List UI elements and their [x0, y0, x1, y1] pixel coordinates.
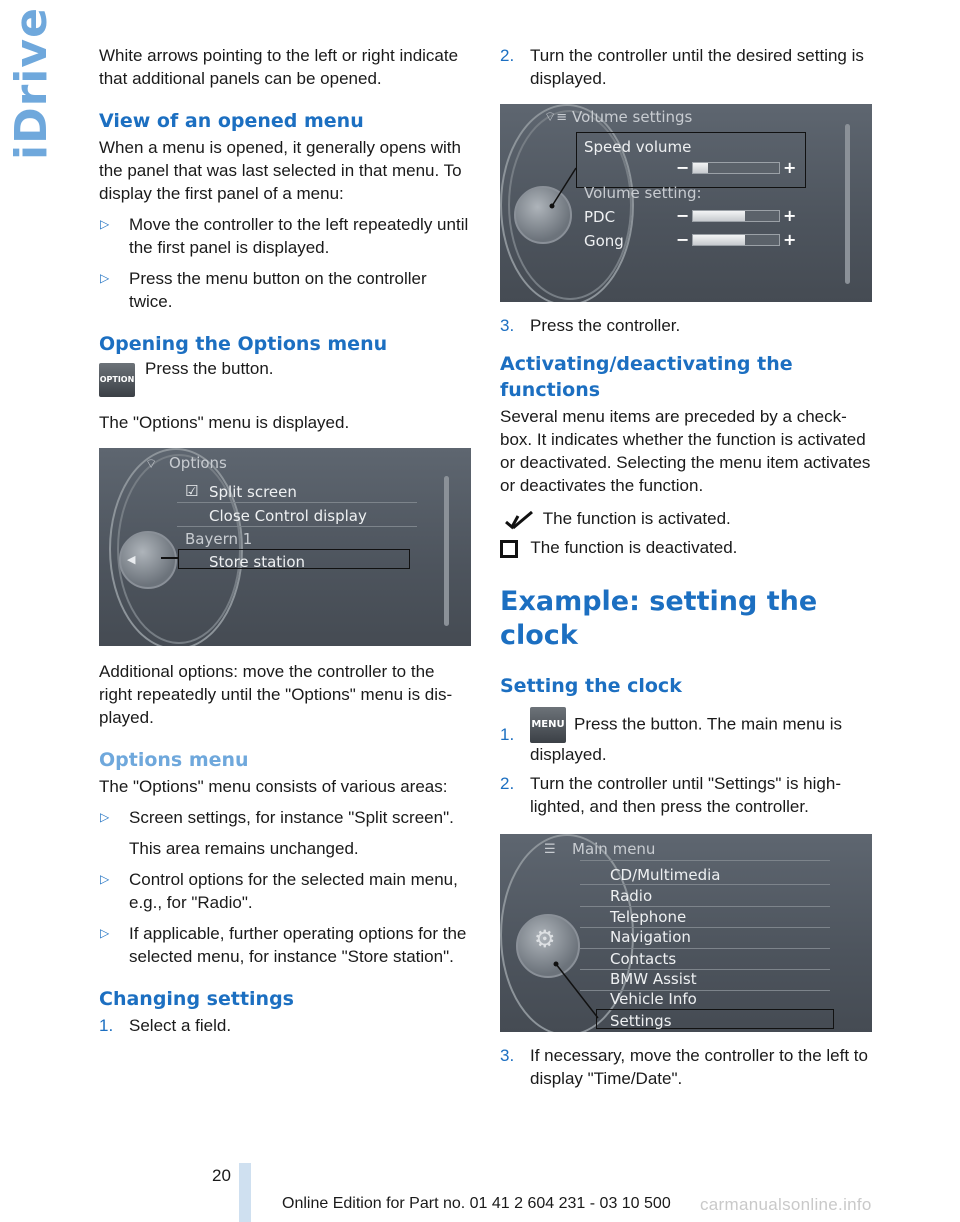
- view-heading: View of an opened menu: [99, 110, 364, 132]
- menu-item: Radio: [610, 887, 653, 905]
- options-screenshot: [99, 448, 471, 646]
- footer-bar: [239, 1163, 251, 1222]
- left-arrow-icon: ◀: [127, 554, 136, 566]
- menu-title: Volume settings: [572, 108, 693, 126]
- bullet-triangle-icon: ▷: [100, 810, 110, 824]
- menu-item: Telephone: [610, 908, 687, 926]
- list-item: 1. Select a field.: [99, 1016, 232, 1035]
- activating-heading: Activating/deactivating the functions: [500, 353, 793, 401]
- left-column: [99, 44, 471, 1043]
- menu-item: Vehicle Info: [610, 990, 697, 1008]
- list-item: ▷ Move the controller to the left repeatedly until the first panel is displayed.: [100, 215, 469, 257]
- bullet-triangle-icon: ▷: [100, 271, 110, 285]
- checkmark-icon: [504, 510, 534, 530]
- settings-list-icon: ⌔≡: [544, 110, 568, 125]
- setting-heading: Setting the clock: [500, 675, 682, 697]
- press-button-text: Press the button.: [145, 359, 274, 378]
- list-item: 1. MENU Press the button. The main menu is displayed.: [500, 707, 872, 766]
- empty-checkbox-icon: [500, 540, 518, 558]
- menu-item: PDC: [584, 208, 616, 226]
- options-displayed-text: The "Options" menu is displayed.: [99, 413, 350, 432]
- edition-text: Online Edition for Part no. 01 41 2 604 231 - 03 10 500: [282, 1195, 671, 1212]
- menu-item: CD/Multimedia: [610, 866, 721, 884]
- menu-title: Options: [169, 454, 227, 472]
- unchanged-note: This area remains unchanged.: [129, 839, 359, 858]
- option-button-image: OPTION: [99, 363, 135, 397]
- menu-item-selected: Settings: [610, 1012, 672, 1030]
- menu-item: Close Control display: [209, 507, 367, 525]
- opening-heading: Opening the Options menu: [99, 333, 388, 355]
- menu-item: Navigation: [610, 928, 691, 946]
- watermark: carmanualsonline.info: [700, 1195, 872, 1214]
- options-menu-heading: Options menu: [99, 749, 249, 771]
- bullet-triangle-icon: ▷: [100, 926, 110, 940]
- checked-box-icon: ☑: [185, 482, 199, 500]
- menu-item-selected: Speed volume: [584, 138, 692, 156]
- list-item: ▷ If applicable, further operating options for the selected menu, for instance "Store station".: [100, 924, 467, 966]
- menu-item: Gong: [584, 232, 624, 250]
- list-item: 3. If necessary, move the controller to the left to display "Time/Date".: [500, 1046, 868, 1088]
- example-heading: Example: setting the clock: [500, 586, 818, 651]
- main-menu-icon: ☰: [544, 842, 556, 857]
- menu-item: Split screen: [209, 483, 297, 501]
- menu-title: Main menu: [572, 840, 656, 858]
- option-button-row: [99, 359, 471, 401]
- page-number: 20: [212, 1166, 231, 1185]
- wireless-icon: ⌔: [145, 457, 158, 472]
- list-item: 2. Turn the controller until "Settings" is highlighted, and then press the controller.: [500, 774, 841, 816]
- additional-text: Additional options: move the controller to the right repeatedly until the "Options" menu is displayed.: [99, 662, 453, 727]
- menu-item: Bayern 1: [185, 530, 253, 548]
- menu-item: BMW Assist: [610, 970, 697, 988]
- list-item: ▷ Press the menu button on the controller twice.: [100, 269, 427, 311]
- changing-heading: Changing settings: [99, 988, 294, 1010]
- menu-button-image: MENU: [530, 707, 566, 743]
- menu-item-selected: Store station: [209, 553, 306, 571]
- intro-text: White arrows pointing to the left or right indicate that additional panels can be opened.: [99, 46, 459, 88]
- main-menu-screenshot: ⚙ ☰ Main menu CD/Multimedia Radio Telephone Navigation Contacts BMW Assist Vehicle Info Settings: [500, 834, 872, 1032]
- deactivated-row: The function is deactivated.: [500, 536, 872, 559]
- volume-screenshot: ⌔≡ Volume settings Speed volume − + Volume setting: PDC − + Gong − +: [500, 104, 872, 302]
- menu-item: Volume setting:: [584, 184, 702, 202]
- list-item: 2. Turn the controller until the desired setting is displayed.: [500, 46, 864, 88]
- list-item: ▷ Screen settings, for instance "Split screen". This area remains unchanged.: [99, 806, 471, 860]
- side-tab-label: iDrive: [6, 7, 57, 160]
- options-menu-text: The "Options" menu consists of various areas:: [99, 777, 448, 796]
- list-item: 3. Press the controller.: [500, 316, 681, 335]
- activating-text: Several menu items are preceded by a checkbox. It indicates whether the function is activated or deactivated. Selecting the menu item activates or deactivates the function.: [500, 407, 871, 495]
- bullet-triangle-icon: ▷: [100, 872, 110, 886]
- bullet-triangle-icon: ▷: [100, 217, 110, 231]
- activated-row: The function is activated.: [500, 507, 872, 530]
- view-text: When a menu is opened, it generally opens with the panel that was last selected in that menu. To display the first panel of a menu:: [99, 138, 462, 203]
- right-column: [500, 44, 872, 1096]
- menu-item: Contacts: [610, 950, 677, 968]
- list-item: ▷ Control options for the selected main menu, e.g., for "Radio".: [100, 870, 458, 912]
